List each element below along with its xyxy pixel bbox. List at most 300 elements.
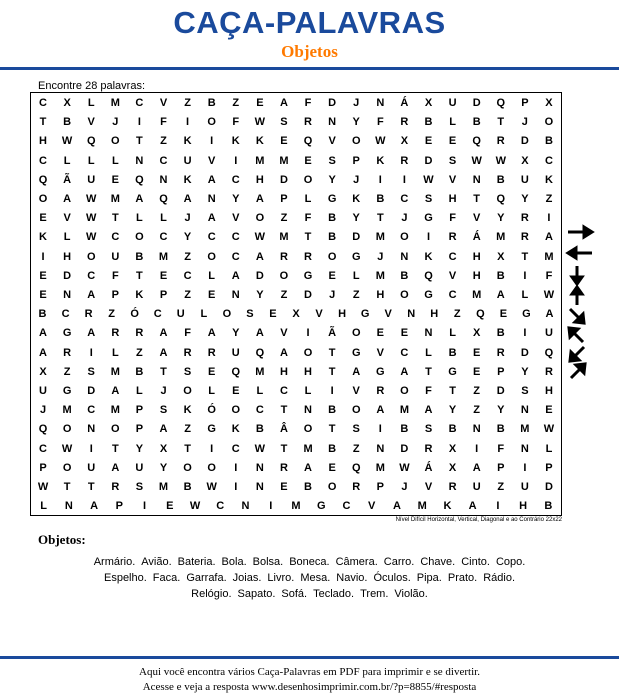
grid-letter: W (61, 442, 73, 455)
grid-letter: Z (184, 289, 191, 301)
grid-letter: F (376, 116, 384, 129)
grid-letter: P (115, 500, 123, 513)
grid-letter: Ã (63, 173, 72, 186)
grid-letter: G (316, 500, 326, 513)
grid-letter: N (520, 442, 529, 455)
grid-letter: N (255, 481, 264, 493)
grid-letter: E (39, 269, 47, 282)
grid-letter: R (111, 481, 120, 493)
grid-letter: K (376, 154, 385, 167)
grid-letter: M (496, 231, 506, 244)
grid-letter: O (111, 423, 120, 436)
grid-letter: C (231, 231, 240, 244)
grid-letter: L (256, 385, 264, 397)
word-item: Avião. (141, 556, 172, 568)
grid-letter: F (545, 269, 553, 282)
grid-letter: Q (496, 193, 506, 205)
grid-letter: D (352, 231, 361, 244)
grid-letter: G (207, 423, 216, 436)
grid-letter: O (327, 250, 337, 263)
grid-letter: O (303, 346, 313, 359)
word-item: Rádio. (483, 572, 516, 584)
grid-letter: V (208, 154, 216, 167)
grid-letter: A (111, 385, 120, 397)
instructions: Encontre 28 palavras: (38, 80, 146, 92)
grid-letter: L (111, 154, 119, 167)
grid-letter: R (448, 231, 457, 244)
word-item: Óculos. (373, 572, 411, 584)
grid-letter: L (63, 154, 71, 167)
grid-letter: S (87, 365, 95, 378)
grid-letter: Y (135, 442, 144, 455)
page-subtitle: Objetos (281, 42, 338, 61)
grid-letter: F (304, 212, 312, 225)
grid-letter: I (523, 461, 527, 474)
grid-letter: W (189, 500, 201, 513)
grid-letter: E (304, 154, 312, 167)
grid-letter: J (401, 481, 408, 493)
grid-letter: T (497, 116, 505, 129)
grid-letter: C (87, 404, 96, 417)
grid-letter: U (544, 327, 553, 340)
grid-letter: M (375, 269, 385, 282)
grid-letter: T (63, 481, 71, 493)
grid-letter: O (351, 404, 361, 417)
grid-letter: M (158, 481, 169, 493)
grid-letter: A (159, 346, 168, 359)
grid-letter: C (39, 154, 47, 167)
grid-letter: W (254, 231, 266, 244)
grid-letter: Q (255, 346, 265, 359)
grid-letter: W (37, 481, 49, 493)
grid-letter: X (292, 308, 300, 321)
grid-letter: D (496, 385, 505, 397)
grid-letter: R (111, 327, 120, 340)
grid-letter: O (183, 385, 192, 397)
grid-letter: K (183, 173, 192, 186)
grid-letter: A (279, 346, 288, 359)
word-item: Faca. (152, 572, 181, 584)
grid-letter: E (400, 327, 409, 340)
grid-letter: R (400, 154, 409, 167)
grid-letter: N (472, 423, 481, 436)
grid-letter: S (352, 423, 360, 436)
grid-letter: C (400, 193, 409, 205)
grid-letter: B (328, 231, 337, 244)
grid-letter: O (544, 116, 554, 129)
grid-letter: C (255, 404, 264, 417)
grid-letter: I (330, 385, 334, 397)
grid-letter: B (63, 116, 72, 129)
grid-letter: O (255, 212, 265, 225)
grid-letter: P (159, 289, 168, 301)
grid-letter: B (496, 327, 505, 340)
grid-letter: A (304, 461, 312, 474)
grid-letter: M (279, 154, 289, 167)
grid-letter: V (63, 212, 71, 225)
grid-letter: Â (279, 423, 288, 436)
grid-letter: A (468, 500, 477, 513)
grid-letter: W (206, 481, 217, 493)
grid-letter: I (426, 231, 431, 244)
grid-letter: X (400, 135, 409, 148)
grid-letter: D (328, 97, 337, 109)
grid-letter: G (327, 193, 337, 205)
grid-letter: K (443, 500, 452, 513)
grid-letter: R (63, 346, 72, 359)
grid-letter: K (39, 231, 47, 244)
grid-letter: Z (280, 289, 288, 301)
grid-letter: O (351, 135, 361, 148)
grid-letter: R (304, 250, 312, 263)
grid-letter: V (424, 481, 433, 493)
grid-letter: A (376, 404, 385, 417)
grid-letter: H (39, 135, 47, 148)
footer-line-2: Acesse e veja a resposta www.desenhosimprimir.com.br/?p=8855/#resposta (142, 681, 477, 693)
grid-letter: C (448, 289, 457, 301)
grid-letter: B (496, 423, 505, 436)
grid-letter: I (523, 269, 527, 282)
grid-letter: J (353, 173, 360, 186)
grid-letter: T (473, 193, 481, 205)
grid-letter: A (545, 308, 554, 321)
grid-letter: C (216, 500, 225, 513)
grid-letter: U (111, 250, 120, 263)
grid-letter: A (496, 289, 505, 301)
grid-letter: J (160, 385, 167, 397)
grid-letter: L (545, 442, 553, 455)
grid-letter: P (545, 461, 553, 474)
grid-letter: P (111, 289, 119, 301)
grid-letter: D (279, 173, 288, 186)
grid-letter: S (135, 481, 144, 493)
grid-letter: A (207, 327, 216, 340)
grid-letter: E (545, 404, 553, 417)
word-item: Sofá. (281, 588, 308, 600)
grid-letter: O (303, 173, 313, 186)
grid-letter: O (86, 250, 96, 263)
grid-letter: A (90, 500, 99, 513)
grid-letter: S (159, 404, 168, 417)
grid-letter: T (425, 365, 432, 378)
grid-letter: C (135, 97, 144, 109)
grid-letter: N (207, 193, 216, 205)
grid-letter: S (328, 154, 336, 167)
grid-letter: H (472, 250, 481, 263)
grid-letter: S (280, 116, 288, 129)
grid-letter: V (328, 135, 336, 148)
grid-letter: O (279, 269, 289, 282)
grid-letter: L (87, 97, 95, 109)
grid-letter: I (234, 154, 238, 167)
grid-letter: Z (136, 346, 143, 359)
grid-letter: A (392, 500, 401, 513)
grid-letter: M (417, 500, 427, 513)
grid-letter: O (207, 461, 216, 474)
grid-letter: P (497, 365, 505, 378)
grid-letter: I (269, 500, 273, 513)
grid-letter: N (328, 116, 337, 129)
grid-letter: R (135, 327, 144, 340)
grid-letter: S (448, 154, 457, 167)
words-heading: Objetos: (38, 532, 86, 547)
grid-letter: U (448, 97, 457, 109)
grid-letter: H (430, 308, 439, 321)
grid-letter: V (368, 500, 376, 513)
arrow-down-right-icon (570, 309, 584, 323)
grid-letter: Q (231, 365, 241, 378)
grid-letter: U (472, 481, 481, 493)
grid-letter: A (255, 193, 264, 205)
grid-letter: B (304, 481, 312, 493)
grid-letter: O (135, 231, 144, 244)
grid-letter: U (87, 461, 96, 474)
grid-letter: E (208, 365, 216, 378)
grid-letter: N (63, 289, 72, 301)
grid-letter: I (143, 500, 147, 513)
grid-letter: R (279, 250, 288, 263)
grid-letter: E (280, 481, 288, 493)
grid-letter: A (159, 423, 168, 436)
grid-letter: B (496, 173, 505, 186)
grid-letter: K (183, 135, 192, 148)
grid-letter: Q (544, 346, 554, 359)
grid-letter: M (375, 461, 385, 474)
grid-letter: A (255, 327, 264, 340)
grid-letter: U (87, 173, 96, 186)
grid-letter: W (86, 193, 97, 205)
grid-letter: S (521, 385, 529, 397)
grid-letter: Z (63, 365, 71, 378)
bottom-divider (0, 656, 619, 659)
grid-letter: T (449, 385, 456, 397)
grid-letter: C (159, 231, 168, 244)
grid-letter: X (159, 442, 168, 455)
grid-letter: C (231, 173, 240, 186)
grid-letter: N (135, 154, 144, 167)
grid-letter: R (400, 116, 409, 129)
grid-letter: A (159, 327, 168, 340)
grid-letter: F (232, 116, 240, 129)
grid-letter: B (183, 481, 192, 493)
arrow-right-icon (568, 227, 592, 237)
grid-letter: E (256, 97, 264, 109)
grid-letter: A (39, 346, 47, 359)
grid-letter: B (38, 308, 47, 321)
grid-letter: Y (521, 193, 529, 205)
grid-letter: F (304, 97, 312, 109)
grid-letter: W (543, 289, 555, 301)
grid-letter: B (496, 269, 505, 282)
grid-letter: A (255, 250, 264, 263)
grid-letter: B (448, 346, 457, 359)
grid-letter: M (520, 423, 530, 436)
grid-letter: E (269, 308, 277, 321)
grid-letter: A (111, 461, 120, 474)
grid-letter: Q (424, 269, 433, 282)
grid-letter: Y (448, 404, 457, 417)
grid-letter: N (304, 404, 312, 417)
grid-letter: V (384, 308, 392, 321)
grid-letter: O (303, 423, 313, 436)
word-item: Livro. (267, 572, 295, 584)
grid-letter: Z (184, 250, 191, 263)
grid-letter: C (87, 269, 96, 282)
grid-letter: Q (476, 308, 485, 321)
grid-letter: R (279, 461, 288, 474)
grid-letter: Z (184, 97, 191, 109)
grid-letter: A (63, 193, 72, 205)
grid-letter: Y (328, 173, 336, 186)
grid-letter: G (424, 212, 433, 225)
word-item: Carro. (383, 556, 415, 568)
grid-letter: X (39, 365, 47, 378)
grid-letter: O (38, 193, 48, 205)
grid-letter: O (207, 250, 216, 263)
grid-letter: D (400, 442, 409, 455)
grid-letter: V (376, 346, 384, 359)
grid-letter: B (376, 193, 385, 205)
word-item: Teclado. (313, 588, 355, 600)
grid-letter: Q (135, 173, 144, 186)
grid-letter: M (399, 404, 409, 417)
grid-letter: A (424, 404, 433, 417)
word-item: Boneca. (289, 556, 330, 568)
grid-letter: O (400, 289, 409, 301)
grid-letter: Q (472, 135, 481, 148)
grid-letter: S (246, 308, 254, 321)
word-list-line-2 (0, 572, 619, 584)
grid-letter: C (231, 250, 240, 263)
grid-letter: L (40, 500, 47, 513)
grid-letter: O (222, 308, 232, 321)
grid-letter: T (39, 116, 47, 129)
grid-letter: G (351, 250, 361, 263)
grid-letter: R (84, 308, 93, 321)
grid-letter: U (520, 481, 529, 493)
grid-letter: G (448, 365, 457, 378)
grid-letter: L (208, 269, 216, 282)
grid-letter: I (234, 461, 238, 474)
grid-letter: B (207, 97, 216, 109)
grid-letter: G (522, 308, 531, 321)
grid-letter: U (231, 346, 240, 359)
grid-letter: D (87, 385, 96, 397)
page-title: CAÇA-PALAVRAS (173, 5, 446, 40)
grid-letter: N (376, 442, 385, 455)
grid-letter: O (351, 327, 361, 340)
grid-letter: I (496, 500, 500, 513)
grid-letter: W (423, 173, 434, 186)
grid-letter: H (376, 289, 385, 301)
grid-letter: R (496, 346, 505, 359)
arrow-up-left-icon (569, 328, 583, 342)
grid-letter: F (160, 116, 167, 129)
grid-letter: O (62, 461, 72, 474)
word-item: Bola. (221, 556, 247, 568)
grid-letter: S (424, 193, 433, 205)
grid-letter: I (378, 423, 382, 436)
word-item: Trem. (360, 588, 389, 600)
grid-letter: D (544, 481, 553, 493)
grid-letter: L (63, 231, 71, 244)
grid-letter: W (399, 461, 410, 474)
grid-letter: I (378, 173, 382, 186)
grid-letter: Y (497, 212, 505, 225)
grid-letter: Z (352, 289, 360, 301)
grid-letter: B (328, 404, 337, 417)
grid-letter: E (208, 289, 216, 301)
grid-letter: R (544, 365, 553, 378)
word-item: Bolsa. (252, 556, 284, 568)
word-list-line-1 (0, 556, 619, 568)
word-item: Câmera. (335, 556, 378, 568)
grid-letter: I (306, 327, 310, 340)
grid-letter: V (232, 212, 240, 225)
grid-letter: B (135, 250, 144, 263)
grid-letter: M (158, 250, 169, 263)
direction-legend (565, 222, 595, 382)
grid-letter: R (207, 346, 216, 359)
grid-letter: D (520, 135, 529, 148)
grid-letter: L (304, 385, 312, 397)
grid-letter: E (232, 385, 240, 397)
grid-letter: Q (86, 135, 96, 148)
grid-letter: P (376, 481, 384, 493)
grid-letter: P (521, 97, 529, 109)
grid-letter: Y (352, 212, 360, 225)
grid-letter: N (64, 500, 73, 513)
grid-letter: J (377, 250, 384, 263)
grid-letter: P (135, 423, 144, 436)
grid-letter: G (376, 365, 385, 378)
grid-letter: Z (184, 423, 191, 436)
grid-letter: H (519, 500, 528, 513)
grid-letter: D (255, 269, 264, 282)
grid-letter: B (400, 269, 409, 282)
grid-letter: K (135, 289, 144, 301)
grid-letter: O (400, 231, 409, 244)
grid-letter: V (280, 327, 288, 340)
grid-letter: D (424, 154, 433, 167)
grid-letter: U (135, 461, 144, 474)
grid-letter: N (159, 173, 168, 186)
grid-letter: X (545, 97, 553, 109)
grid-letter: B (328, 212, 337, 225)
grid-letter: L (87, 154, 95, 167)
grid-letter: T (280, 404, 288, 417)
grid-letter: E (499, 308, 508, 321)
grid-letter: E (473, 346, 481, 359)
grid-letter: K (231, 135, 240, 148)
grid-letter: E (166, 500, 174, 513)
grid-letter: T (160, 365, 167, 378)
grid-letter: J (112, 116, 119, 129)
word-item: Relógio. (191, 588, 232, 600)
grid-letter: T (111, 442, 119, 455)
grid-letter: Q (38, 423, 48, 436)
grid-letter: U (176, 308, 185, 321)
grid-letter: M (110, 365, 120, 378)
grid-letter: I (547, 212, 551, 225)
grid-letter: A (207, 212, 216, 225)
grid-letter: W (254, 442, 266, 455)
word-item: Mesa. (300, 572, 331, 584)
grid-letter: E (280, 135, 288, 148)
grid-letter: M (303, 442, 313, 455)
grid-letter: I (475, 442, 479, 455)
grid-letter: Y (232, 327, 240, 340)
